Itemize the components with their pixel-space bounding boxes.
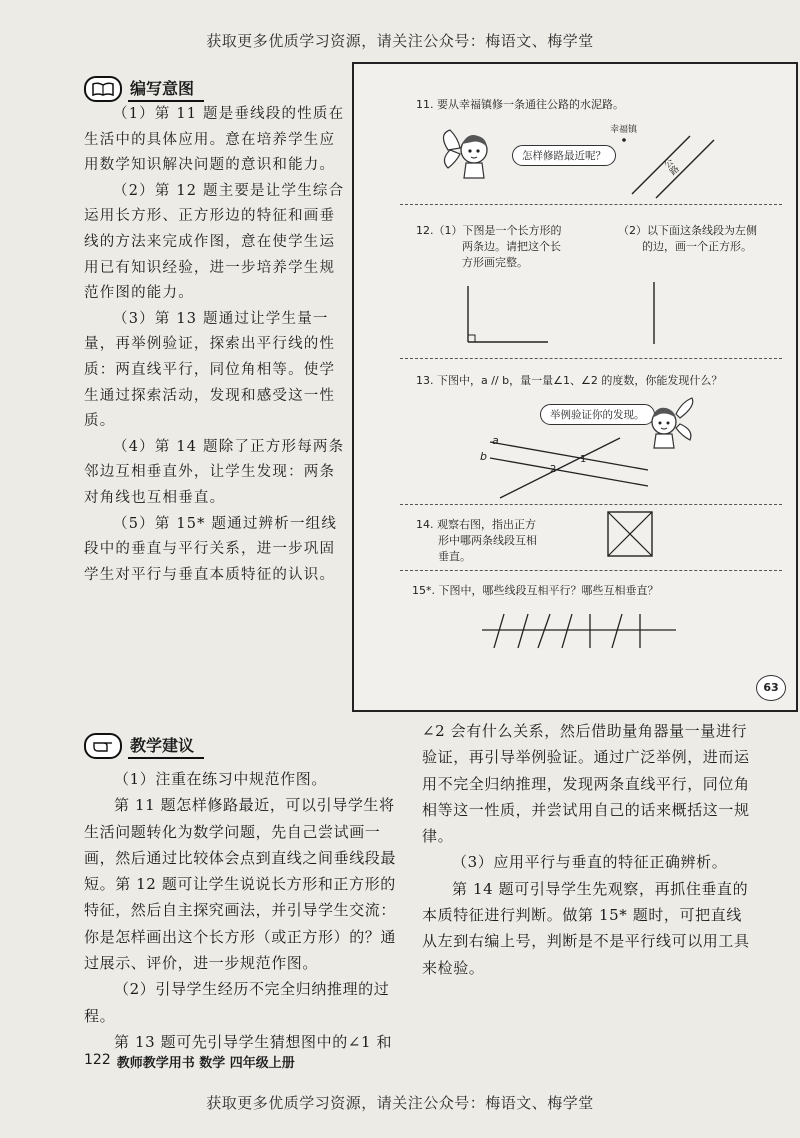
advice-paragraph: （2）引导学生经历不完全归纳推理的过程。 xyxy=(84,980,390,1025)
separator xyxy=(400,504,782,505)
question-11-speech-bubble: 怎样修路最近呢？ xyxy=(512,145,616,166)
intent-paragraph: （5）第 15* 题通过辨析一组线段中的垂直与平行关系，进一步巩固学生对平行与垂直本质特征的认识。 xyxy=(84,515,338,583)
watermark-bottom: 获取更多优质学习资源，请关注公众号：梅语文、梅学堂 xyxy=(206,1094,594,1112)
separator xyxy=(400,570,782,571)
advice-left-column xyxy=(84,766,406,1055)
footer-book-title: 教师教学用书 数学 四年级上册 xyxy=(116,1056,295,1071)
pointing-hand-icon xyxy=(84,733,122,759)
intent-heading-text: 编写意图 xyxy=(128,76,204,102)
intent-paragraph: （4）第 14 题除了正方形每两条邻边互相垂直外，让学生发现：两条对角线也互相垂直。 xyxy=(84,438,345,506)
question-12-part1-line2: 两条边。请把这个长 xyxy=(462,240,561,253)
separator xyxy=(400,358,782,359)
textbook-excerpt xyxy=(352,62,798,712)
separator xyxy=(400,204,782,205)
footer-page-number: 122 xyxy=(84,1052,111,1068)
intent-paragraph: （3）第 13 题通过让学生量一量，再举例验证，探索出平行线的性质：两直线平行，同位角相等。使学生通过探索活动，发现和感受这一性质。 xyxy=(84,310,336,430)
textbook-page-number: 63 xyxy=(756,675,786,701)
question-15: 15*. 下图中，哪些线段互相平行？哪些互相垂直？ xyxy=(412,584,659,597)
line-b-label: b xyxy=(480,450,487,463)
intent-section xyxy=(84,102,346,588)
question-14-line2: 形中哪两条线段互相 xyxy=(438,534,537,547)
rectangle-partial-diagram xyxy=(464,284,554,346)
question-11: 11. 要从幸福镇修一条通往公路的水泥路。 xyxy=(416,98,624,111)
advice-heading xyxy=(84,733,204,759)
intent-paragraph: （1）第 11 题是垂线段的性质在生活中的具体应用。意在培养学生应用数学知识解决问题的意识和能力。 xyxy=(84,106,345,174)
watermark-top: 获取更多优质学习资源，请关注公众号：梅语文、梅学堂 xyxy=(206,32,594,50)
road-label: 公路 xyxy=(660,157,680,178)
advice-paragraph: （3）应用平行与垂直的特征正确辨析。 xyxy=(452,853,728,872)
question-12-part2-line2: 的边，画一个正方形。 xyxy=(642,240,752,253)
question-14-line3: 垂直。 xyxy=(438,550,471,563)
angle-2-label: 2 xyxy=(550,464,557,475)
advice-paragraph: （1）注重在练习中规范作图。 xyxy=(114,770,327,788)
page-footer xyxy=(84,1052,295,1071)
square-left-side-segment xyxy=(648,280,660,346)
advice-heading-text: 教学建议 xyxy=(128,733,204,759)
advice-paragraph: 第 14 题可引导学生先观察，再抓住垂直的本质特征进行判断。做第 15* 题时，可把直线从左到右编上号，判断是不是平行线可以用工具来检验。 xyxy=(422,879,750,977)
intent-heading xyxy=(84,76,204,102)
question-12-part1-line1: 12.（1）下图是一个长方形的 xyxy=(416,224,562,237)
town-label: 幸福镇 xyxy=(610,125,638,135)
open-book-icon xyxy=(84,76,122,102)
line-segments-diagram xyxy=(480,608,680,652)
advice-paragraph-continued: ∠2 会有什么关系，然后借助量角器量一量进行验证，再引导举例验证。通过广泛举例，进而运用不完全归纳推理，发现两条直线平行，同位角相等这一性质，并尝试用自己的话来概括这一规律。 xyxy=(422,722,750,846)
question-13-speech-bubble: 举例验证你的发现。 xyxy=(540,404,655,425)
question-12-part1-line3: 方形画完整。 xyxy=(462,256,528,269)
square-with-diagonals-diagram xyxy=(606,510,654,558)
angel-mascot-icon xyxy=(438,120,502,184)
angle-1-label: 1 xyxy=(580,454,587,465)
advice-right-column xyxy=(422,718,752,981)
parallel-lines-diagram xyxy=(480,432,650,500)
advice-paragraph: 第 13 题可先引导学生猜想图中的∠1 和 xyxy=(114,1032,393,1051)
question-14-line1: 14. 观察右图，指出正方 xyxy=(416,518,536,531)
question-12-part2-line1: （2）以下面这条线段为左侧 xyxy=(618,224,757,237)
line-a-label: a xyxy=(492,434,499,447)
intent-paragraph: （2）第 12 题主要是让学生综合运用长方形、正方形边的特征和画垂线的方法来完成作图，意在使学生运用已有知识经验，进一步培养学生规范作图的能力。 xyxy=(84,182,345,302)
advice-paragraph: 第 11 题怎样修路最近，可以引导学生将生活问题转化为数学问题，先自己尝试画一画，然后通过比较体会点到直线之间垂线段最短。第 12 题可让学生说说长方形和正方形的特征，然后自主探究画法，并引导学生交流：你是怎样画出这个长方形（或正方形）的？通过展示、评价，进一步规范作图。 xyxy=(84,796,397,973)
question-13: 13. 下图中，a // b，量一量∠1、∠2 的度数，你能发现什么？ xyxy=(416,374,723,387)
